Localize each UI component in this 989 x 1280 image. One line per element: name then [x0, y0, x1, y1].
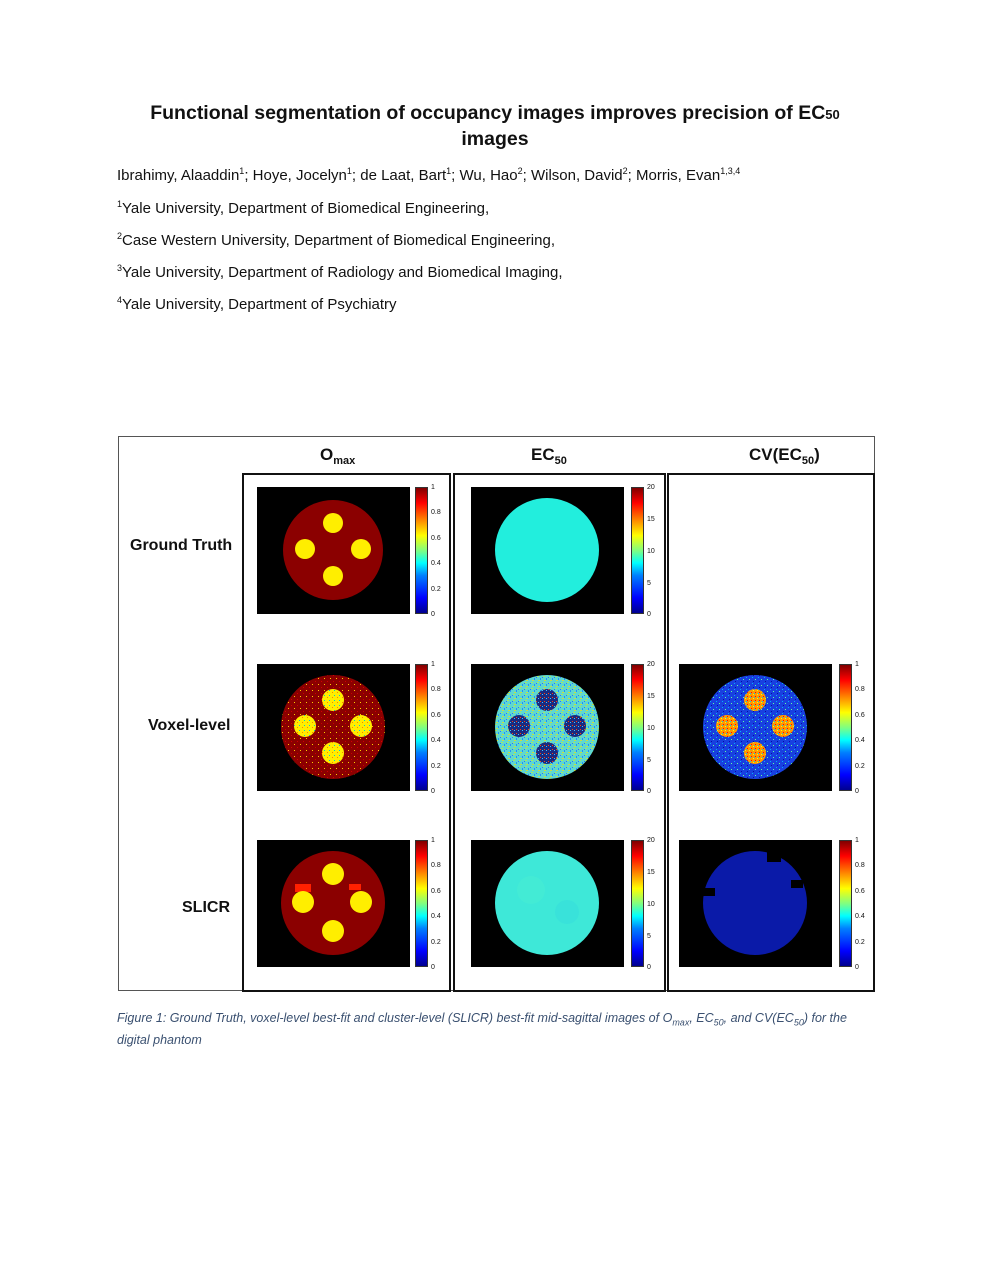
ec50-voxel-level-image [471, 664, 624, 791]
column-header-cv [749, 445, 820, 467]
colorbar-tick: 5 [647, 933, 651, 940]
affiliation-text: Yale University, Department of Biomedical Engineering, [122, 200, 490, 217]
colorbar-tick: 0.2 [431, 586, 441, 593]
colorbar-tick: 0 [855, 964, 859, 971]
colorbar-tick: 0 [647, 611, 651, 618]
colorbar-tick: 20 [647, 661, 655, 668]
colorbar-tick: 20 [647, 484, 655, 491]
colorbar [839, 840, 852, 967]
colorbar [839, 664, 852, 791]
phantom-svg [257, 487, 410, 614]
colorbar-tick: 0.4 [855, 913, 865, 920]
colorbar-tick: 10 [647, 725, 655, 732]
colorbar [631, 840, 644, 967]
caption-sub: max [672, 1017, 690, 1028]
affiliation [117, 231, 877, 251]
colorbar-tick: 0 [431, 788, 435, 795]
colorbar-tick: 0.8 [855, 686, 865, 693]
colorbar-tick: 0 [647, 788, 651, 795]
author-sup: 2 [622, 166, 628, 176]
phantom-svg [257, 664, 410, 791]
caption-text: , and CV(EC [723, 1011, 794, 1025]
caption-text: , EC [689, 1011, 714, 1025]
affiliation [117, 199, 877, 219]
colorbar-tick: 0 [647, 964, 651, 971]
colorbar-tick: 0.6 [431, 888, 441, 895]
colorbar-tick: 0.6 [431, 535, 441, 542]
colorbar-tick: 0 [855, 788, 859, 795]
colorbar-tick: 0.2 [855, 763, 865, 770]
colorbar-tick: 10 [647, 548, 655, 555]
author-name: Wu, Hao [459, 167, 518, 184]
caption-text: Figure 1: Ground Truth, voxel-level best-fit and cluster-level (SLICR) best-fit mid-sagittal images of O [117, 1011, 673, 1025]
phantom-svg [257, 840, 410, 967]
colorbar-tick: 0.6 [431, 712, 441, 719]
row-label-ground-truth: Ground Truth [130, 537, 233, 554]
title-main: Functional segmentation of occupancy images improves precision of EC [150, 102, 826, 124]
paper-title [130, 101, 860, 152]
affiliation-sup: 2 [117, 231, 123, 241]
colorbar-tick: 10 [647, 901, 655, 908]
colorbar-tick: 0.4 [431, 737, 441, 744]
colorbar-tick: 1 [855, 661, 859, 668]
row-label-voxel-level: Voxel-level [148, 717, 231, 734]
author-name: Ibrahimy, Alaaddin [117, 167, 240, 184]
affiliation-sup: 3 [117, 263, 123, 273]
figure-caption [117, 1010, 867, 1049]
author-sup: 1 [239, 166, 245, 176]
colorbar-tick: 0.8 [431, 509, 441, 516]
colorbar-tick: 15 [647, 869, 655, 876]
colorbar-tick: 1 [431, 837, 435, 844]
author-name: Wilson, David [530, 167, 623, 184]
colorbar-tick: 15 [647, 693, 655, 700]
affiliation-sup: 4 [117, 295, 123, 305]
colorbar [631, 664, 644, 791]
colorbar-tick: 1 [431, 661, 435, 668]
column-header-sub: max [333, 455, 356, 467]
column-header-sub: 50 [554, 455, 567, 467]
column-header-suffix: ) [814, 445, 820, 464]
omax-slicr-image [257, 840, 410, 967]
omax-voxel-level-image [257, 664, 410, 791]
omax-ground-truth-image [257, 487, 410, 614]
colorbar-tick: 0 [431, 964, 435, 971]
ec50-slicr-image [471, 840, 624, 967]
colorbar [415, 840, 428, 967]
colorbar-tick: 0.2 [431, 939, 441, 946]
colorbar-tick: 0.8 [431, 686, 441, 693]
ec50-ground-truth-image [471, 487, 624, 614]
author-list: Ibrahimy, Alaaddin$^1$; Hoye, Jocelyn$^1$; de Laat, Bart$^1$; Wu, Hao$^2$; Wilson, David$^2$; Morris, Evan$^{1,3,4}$ [117, 166, 741, 184]
column-header-ec50 [531, 445, 567, 467]
colorbar-tick: 0.2 [855, 939, 865, 946]
column-header-text: EC [531, 445, 555, 464]
column-header-text: CV(EC [749, 445, 802, 464]
phantom-svg [679, 840, 832, 967]
colorbar-tick: 0.4 [431, 913, 441, 920]
title-line2: images [461, 128, 529, 150]
author-sup: 2 [517, 166, 523, 176]
author-sup: 1 [346, 166, 352, 176]
author-name: de Laat, Bart [360, 167, 447, 184]
phantom-svg [471, 664, 624, 791]
colorbar-tick: 0.6 [855, 888, 865, 895]
colorbar-tick: 0.2 [431, 763, 441, 770]
author-name: Hoye, Jocelyn [252, 167, 347, 184]
colorbar-tick: 5 [647, 757, 651, 764]
colorbar-tick: 0.8 [855, 862, 865, 869]
author-sup: 1 [446, 166, 452, 176]
author-name: Morris, Evan [636, 167, 721, 184]
column-header-sub: 50 [801, 455, 815, 467]
caption-sub: 50 [793, 1017, 804, 1028]
column-header-omax [320, 445, 355, 467]
colorbar-tick: 1 [855, 837, 859, 844]
phantom-svg [471, 487, 624, 614]
phantom-svg [679, 664, 832, 791]
column-header-text: O [320, 445, 334, 464]
affiliation-sup: 1 [117, 199, 123, 209]
colorbar-tick: 20 [647, 837, 655, 844]
colorbar-tick: 15 [647, 516, 655, 523]
colorbar [415, 664, 428, 791]
colorbar-tick: 0.6 [855, 712, 865, 719]
affiliation-text: Yale University, Department of Psychiatry [122, 296, 397, 313]
colorbar-tick: 0.4 [855, 737, 865, 744]
caption-text: ) for the digital phantom [117, 1011, 847, 1047]
colorbar-tick: 0.8 [431, 862, 441, 869]
affiliation [117, 263, 877, 283]
affiliation [117, 295, 877, 315]
row-label-slicr: SLICR [182, 899, 230, 916]
title-subscript: 50 [825, 107, 840, 122]
author-sup: 1,3,4 [720, 166, 741, 176]
colorbar-tick: 0 [431, 611, 435, 618]
cv-slicr-image [679, 840, 832, 967]
affiliation-text: Yale University, Department of Radiology and Biomedical Imaging, [122, 264, 563, 281]
colorbar-tick: 0.4 [431, 560, 441, 567]
colorbar [631, 487, 644, 614]
colorbar-tick: 1 [431, 484, 435, 491]
caption-sub: 50 [713, 1017, 724, 1028]
phantom-svg [471, 840, 624, 967]
colorbar [415, 487, 428, 614]
cv-voxel-level-image [679, 664, 832, 791]
colorbar-tick: 5 [647, 580, 651, 587]
affiliation-text: Case Western University, Department of Biomedical Engineering, [122, 232, 555, 249]
